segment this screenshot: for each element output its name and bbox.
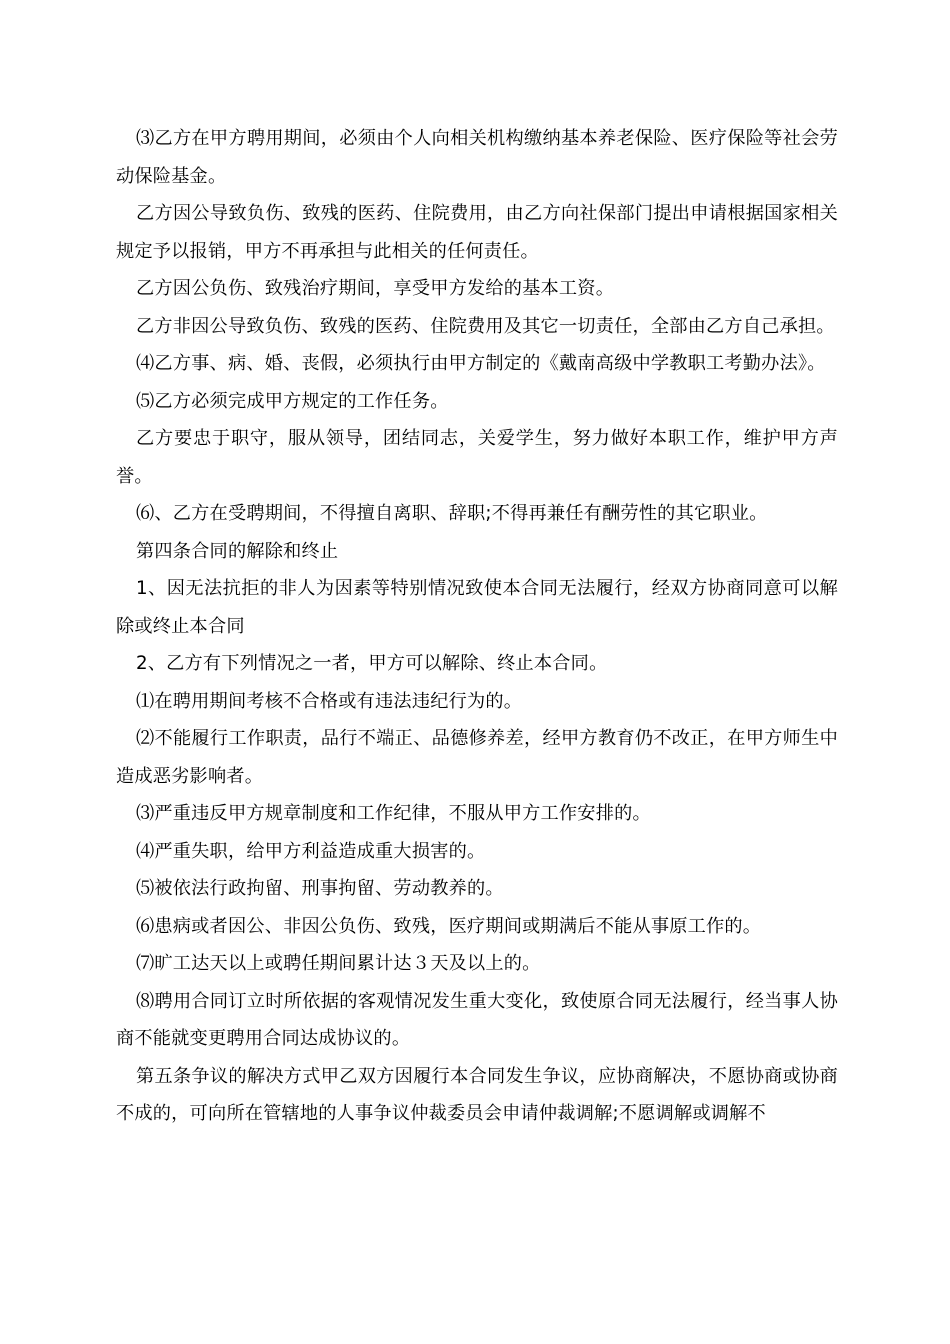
paragraph-1: ⑶乙方在甲方聘用期间，必须由个人向相关机构缴纳基本养老保险、医疗保险等社会劳动保险基金。 [116,128,838,187]
paragraph-10: 1、因无法抗拒的非人为因素等特别情况致使本合同无法履行，经双方协商同意可以解除或终止本合同 [116,578,838,637]
paragraph-11: 2、乙方有下列情况之一者，甲方可以解除、终止本合同。 [136,653,608,674]
paragraph-8: ⑹、乙方在受聘期间，不得擅自离职、辞职;不得再兼任有酬劳性的其它职业。 [136,503,768,524]
paragraph-6: ⑸乙方必须完成甲方规定的工作任务。 [136,390,449,412]
paragraph-5: ⑷乙方事、病、婚、丧假，必须执行由甲方制定的《戴南高级中学教职工考勤办法》。 [136,353,826,374]
paragraph-20: 第五条争议的解决方式甲乙双方因履行本合同发生争议，应协商解决，不愿协商或协商不成的，可向所在管辖地的人事争议仲裁委员会申请仲裁调解;不愿调解或调解不 [116,1065,838,1124]
paragraph-16: ⑸被依法行政拘留、刑事拘留、劳动教养的。 [136,878,504,899]
paragraph-19: ⑻聘用合同订立时所依据的客观情况发生重大变化，致使原合同无法履行，经当事人协商不能就变更聘用合同达成协议的。 [116,990,838,1049]
paragraph-14: ⑶严重违反甲方规章制度和工作纪律，不服从甲方工作安排的。 [136,803,651,824]
paragraph-17: ⑹患病或者因公、非因公负伤、致残，医疗期间或期满后不能从事原工作的。 [136,915,762,937]
paragraph-2: 乙方因公导致负伤、致残的医药、住院费用，由乙方向社保部门提出申请根据国家相关规定予以报销，甲方不再承担与此相关的任何责任。 [116,203,838,262]
paragraph-12: ⑴在聘用期间考核不合格或有违法违纪行为的。 [136,690,523,712]
paragraph-3: 乙方因公负伤、致残治疗期间，享受甲方发给的基本工资。 [136,278,615,299]
document-body [116,120,838,1133]
paragraph-18: ⑺旷工达天以上或聘任期间累计达３天及以上的。 [136,953,541,974]
paragraph-7: 乙方要忠于职守，服从领导，团结同志，关爱学生，努力做好本职工作，维护甲方声誉。 [116,428,838,487]
paragraph-13: ⑵不能履行工作职责，品行不端正、品德修养差，经甲方教育仍不改正，在甲方师生中造成恶劣影响者。 [116,728,838,787]
paragraph-4: 乙方非因公导致负伤、致残的医药、住院费用及其它一切责任，全部由乙方自己承担。 [136,315,835,337]
section-heading-article-4: 第四条合同的解除和终止 [136,540,339,562]
paragraph-15: ⑷严重失职，给甲方利益造成重大损害的。 [136,840,486,862]
